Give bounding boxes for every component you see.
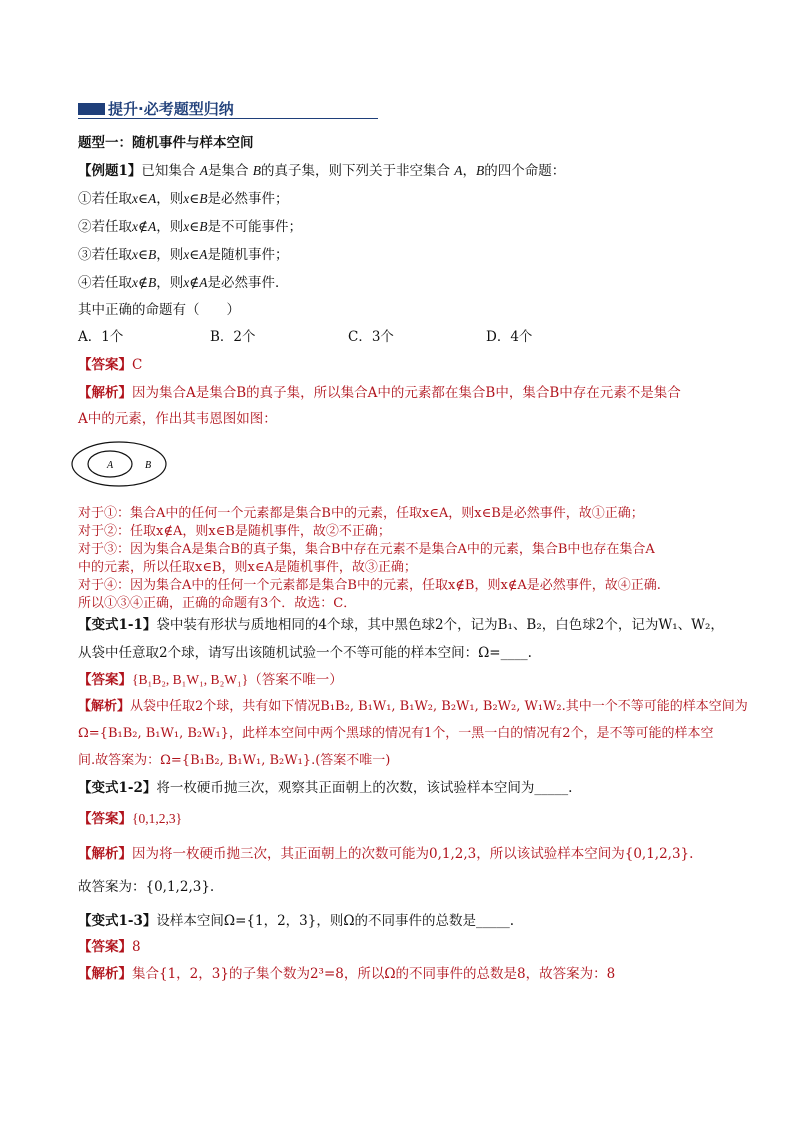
proposition-1: ①若任取x∈A，则x∈B是必然事件； [78, 191, 289, 207]
proposition-3: ③若任取x∈B，则x∈A是随机事件； [78, 247, 289, 263]
answer-value: C [132, 357, 143, 373]
variant-1-1-analysis-1: 【解析】从袋中任取2个球，共有如下情况B₁B₂, B₁W₁, B₁W₂, B₂W₁, B₂W₂, W₁W₂.其中一个不等可能的样本空间为 [78, 699, 748, 714]
option-d: D．4个 [486, 329, 533, 345]
variant-1-1-analysis-3: 间.故答案为：Ω={B₁B₂, B₁W₁, B₂W₁}.(答案不唯一) [78, 753, 391, 768]
variant-1-2-answer: 【答案】{0,1,2,3} [78, 811, 183, 827]
question-text: 其中正确的命题有（ ） [78, 302, 240, 318]
set-b-label: B [145, 460, 152, 471]
answer-line: 【答案】C [78, 357, 143, 373]
variant-1-2-analysis-2: 故答案为：{0,1,2,3}. [78, 879, 215, 895]
option-c: C．3个 [348, 329, 394, 345]
section-title: 提升·必考题型归纳 [108, 100, 234, 118]
analysis-line-2: A中的元素，作出其韦恩图如图： [78, 411, 277, 427]
variant-1-2-stem: 【变式1-2】将一枚硬币抛三次，观察其正面朝上的次数，该试验样本空间为_____. [78, 780, 573, 796]
set-b-ellipse [72, 442, 166, 486]
section-marker [78, 103, 105, 115]
analysis-line-1: 【解析】因为集合A是集合B的真子集，所以集合A中的元素都在集合B中，集合B中存在元素不是集合 [78, 385, 681, 401]
set-a-label: A [107, 460, 114, 471]
explain-4: 中的元素，所以任取x∈B，则x∈A是随机事件，故③正确； [78, 560, 417, 575]
proposition-2: ②若任取x∉A，则x∈B是不可能事件； [78, 219, 302, 235]
type-title: 题型一：随机事件与样本空间 [78, 135, 254, 151]
variant-1-1-answer: 【答案】{B₁B₂, B₁W₁, B₂W₁}（答案不唯一） [78, 672, 343, 688]
variant-1-3-stem: 【变式1-3】设样本空间Ω={1，2，3}，则Ω的不同事件的总数是_____. [78, 913, 515, 929]
explain-5: 对于④：因为集合A中的任何一个元素都是集合B中的元素，任取x∉B，则x∉A是必然事件，故④正确. [78, 578, 661, 593]
option-b: B．2个 [210, 329, 256, 345]
variant-1-1-stem-2: 从袋中任意取2个球，请写出该随机试验一个不等可能的样本空间：Ω=____. [78, 645, 532, 661]
example-1-tag: 【例题1】 [78, 163, 142, 179]
section-divider [78, 118, 378, 119]
option-a: A．1个 [78, 329, 124, 345]
explain-6: 所以①③④正确，正确的命题有3个．故选：C． [78, 596, 357, 611]
variant-1-1-stem: 【变式1-1】袋中装有形状与质地相同的4个球，其中黑色球2个，记为B₁、B₂，白色球2个，记为W₁、W₂， [78, 617, 724, 633]
variant-1-1-analysis-2: Ω={B₁B₂, B₁W₁, B₂W₁}，此样本空间中两个黑球的情况有1个，一黑一白的情况有2个，是不等可能的样本空 [78, 726, 714, 741]
explain-3: 对于③：因为集合A是集合B的真子集，集合B中存在元素不是集合A中的元素，集合B中也存在集合A [78, 542, 655, 557]
variant-1-2-analysis-1: 【解析】因为将一枚硬币抛三次，其正面朝上的次数可能为0,1,2,3，所以该试验样本空间为{0,1,2,3}. [78, 846, 694, 862]
variant-1-3-analysis: 【解析】集合{1，2，3}的子集个数为2³=8，所以Ω的不同事件的总数是8，故答案为：8 [78, 966, 616, 982]
venn-diagram [70, 440, 170, 488]
example-1-stem: 【例题1】已知集合 A是集合 B的真子集，则下列关于非空集合 A，B的四个命题： [78, 163, 566, 179]
variant-1-3-answer: 【答案】8 [78, 939, 141, 955]
explain-1: 对于①：集合A中的任何一个元素都是集合B中的元素，任取x∈A，则x∈B是必然事件，故①正确； [78, 506, 644, 521]
proposition-4: ④若任取x∉B，则x∉A是必然事件． [78, 275, 289, 291]
explain-2: 对于②：任取x∉A，则x∈B是随机事件，故②不正确； [78, 524, 391, 539]
